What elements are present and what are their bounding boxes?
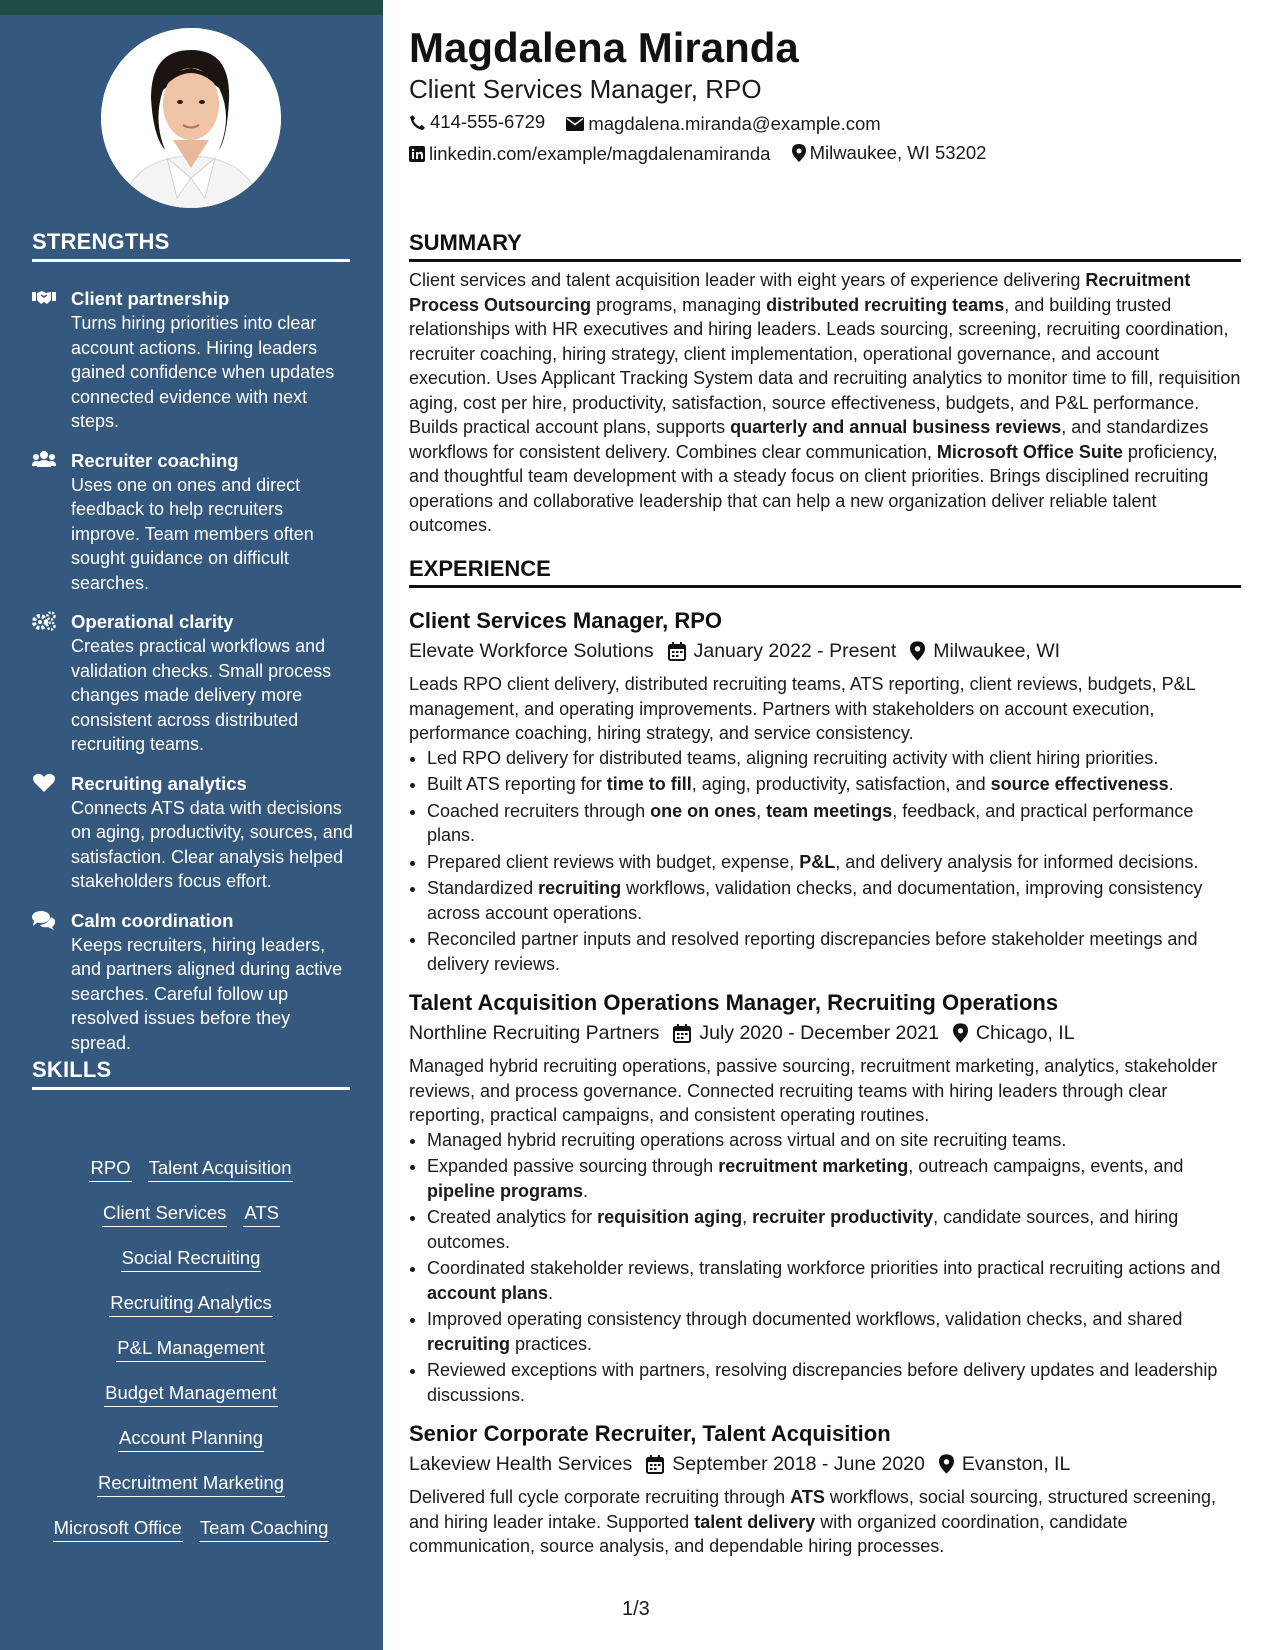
bold-text: one on ones: [650, 800, 757, 821]
bold-text: recruiter productivity: [752, 1207, 934, 1227]
job-meta: [409, 1018, 1241, 1048]
skill-tag: Talent Acquisition: [148, 1155, 293, 1182]
strength-title: Client partnership: [71, 288, 230, 309]
users-icon: [32, 450, 56, 470]
job-description: Managed hybrid recruiting operations, passive sourcing, recruitment marketing, analytics, stakeholder reviews, and process governance. Connected recruiting teams with hiring leaders through clear reporting, practical campaigns, and consistent operating routines.: [409, 1056, 1218, 1125]
calendar-icon: [646, 1455, 664, 1474]
strength-item: [32, 772, 354, 894]
strength-title: Recruiter coaching: [71, 449, 239, 471]
text-run: , feedback, and practical performance plans.: [427, 800, 1194, 845]
company-text: Elevate Workforce Solutions: [409, 640, 654, 662]
text-run: Coordinated stakeholder reviews, translating workforce priorities into practical recruiting actions and: [427, 1258, 1221, 1278]
page-number: 1/3: [622, 1598, 650, 1620]
linkedin-item: [409, 143, 770, 165]
text-run: Coached recruiters through: [427, 800, 651, 821]
skill-tag: Social Recruiting: [121, 1245, 262, 1272]
bullet-item: [427, 1205, 1241, 1254]
phone-text: 414-555-6729: [430, 111, 546, 132]
job-bullets: [409, 1128, 1241, 1408]
text-run: , candidate sources, and hiring outcomes.: [427, 1207, 1179, 1252]
bullet-item: [427, 1128, 1241, 1153]
text-run: .: [583, 1180, 589, 1201]
job-location: [953, 1018, 1075, 1048]
text-run: programs, managing: [591, 294, 767, 315]
text-run: , aging, productivity, satisfaction, and: [691, 774, 991, 794]
strength-item: [32, 449, 354, 596]
skill-tag: P&L Management: [116, 1335, 265, 1362]
skills-list: [32, 1155, 350, 1560]
job-title: Senior Corporate Recruiter, Talent Acquisition: [409, 1421, 891, 1446]
job-meta: [409, 636, 1241, 666]
job-location: [910, 636, 1060, 666]
text-run: workflows, validation checks, and documentation, improving consistency across account operations.: [427, 878, 1203, 923]
text-run: , and standardizes workflows for consistent delivery. Combines clear communication,: [409, 417, 1209, 462]
text-run: ,: [742, 1207, 753, 1227]
text-run: Delivered full cycle corporate recruiting through: [409, 1487, 791, 1507]
text-run: practices.: [510, 1333, 593, 1354]
location-text: Evanston, IL: [961, 1453, 1071, 1475]
job-dates: [668, 636, 897, 666]
text-run: Prepared client reviews with budget, expense,: [427, 851, 800, 872]
skill-row: [32, 1290, 350, 1335]
bold-text: P&L: [799, 851, 836, 872]
calendar-icon: [673, 1024, 691, 1043]
company-text: Northline Recruiting Partners: [409, 1022, 660, 1044]
comments-icon: [32, 910, 56, 930]
strength-item: [32, 610, 354, 757]
skill-row: [32, 1335, 350, 1380]
strength-title: Operational clarity: [71, 611, 234, 632]
experience-heading: EXPERIENCE: [409, 556, 1241, 588]
skill-tag: Recruiting Analytics: [109, 1290, 272, 1317]
bold-text: ATS: [790, 1487, 825, 1507]
bullet-item: [427, 876, 1241, 925]
map-pin-icon: [792, 144, 806, 162]
text-run: .: [548, 1282, 554, 1303]
skill-tag: RPO: [89, 1155, 131, 1182]
location-text: Milwaukee, WI 53202: [809, 142, 987, 163]
email-text: magdalena.miranda@example.com: [588, 112, 881, 134]
bold-text: requisition aging: [597, 1207, 743, 1227]
company-name: [409, 1018, 659, 1048]
text-run: with organized coordination, candidate communication, source analysis, and dependable hiring processes.: [409, 1511, 1128, 1556]
summary-heading: SUMMARY: [409, 230, 1241, 262]
bullet-item: [427, 746, 1241, 771]
location-text: Milwaukee, WI: [933, 640, 1061, 662]
bold-text: team meetings: [766, 800, 893, 821]
bullet-item: [427, 1358, 1241, 1407]
experience-list: [409, 606, 1241, 1571]
map-pin-icon: [910, 641, 925, 661]
bullet-item: [427, 1154, 1241, 1203]
bold-text: source effectiveness: [990, 774, 1169, 794]
contact-row-1: [409, 111, 897, 136]
bold-text: distributed recruiting teams: [766, 294, 1005, 315]
skill-tag: Recruitment Marketing: [97, 1470, 285, 1497]
sidebar: [0, 15, 383, 1650]
job-location: [939, 1449, 1070, 1479]
bold-text: pipeline programs: [427, 1180, 584, 1201]
bold-text: quarterly and annual business reviews: [730, 417, 1062, 437]
bold-text: Recruitment Process Outsourcing: [409, 270, 1191, 315]
skill-row: [32, 1245, 350, 1290]
email-item: [566, 113, 880, 135]
calendar-icon: [668, 642, 686, 661]
job-description: [409, 1485, 1241, 1559]
company-text: Lakeview Health Services: [409, 1453, 633, 1475]
linkedin-text: linkedin.com/example/magdalenamiranda: [429, 143, 771, 164]
text-run: Standardized: [427, 878, 539, 898]
strength-title: Recruiting analytics: [71, 772, 247, 794]
skill-tag: Microsoft Office: [53, 1515, 183, 1542]
strengths-heading: STRENGTHS: [32, 229, 350, 262]
handshake-icon: [32, 288, 56, 308]
bold-text: talent delivery: [694, 1511, 816, 1532]
job-dates: [646, 1449, 925, 1479]
dates-text: January 2022 - Present: [693, 640, 897, 662]
company-name: [409, 636, 654, 666]
skill-row: [32, 1515, 350, 1560]
bold-text: account plans: [427, 1282, 549, 1303]
strength-text: Creates practical workflows and validation checks. Small process changes made delivery more consistent across distributed recruiting teams.: [71, 636, 332, 754]
text-run: Created analytics for: [427, 1207, 598, 1227]
job-entry: [409, 606, 1241, 976]
text-run: .: [1168, 774, 1174, 794]
bold-text: Microsoft Office Suite: [936, 441, 1123, 462]
phone-item: [409, 111, 545, 133]
text-run: Managed hybrid recruiting operations across virtual and on site recruiting teams.: [427, 1129, 1067, 1150]
text-run: Client services and talent acquisition leader with eight years of experience delivering: [409, 270, 1086, 290]
strength-item: [32, 909, 354, 1056]
skill-tag: Budget Management: [104, 1380, 278, 1407]
strength-text: Connects ATS data with decisions on aging, productivity, sources, and satisfaction. Clear analysis helped stakeholders focus effort.: [71, 797, 353, 891]
skill-row: [32, 1425, 350, 1470]
phone-icon: [409, 114, 426, 131]
bullet-item: [427, 1256, 1241, 1305]
text-run: , and delivery analysis for informed decisions.: [835, 851, 1199, 872]
skill-row: [32, 1155, 350, 1200]
skill-tag: Account Planning: [118, 1425, 264, 1452]
strength-title: Calm coordination: [71, 909, 234, 931]
text-run: workflows, social sourcing, structured screening, and hiring leader intake. Supported: [409, 1487, 1217, 1532]
bullet-item: [427, 1307, 1241, 1356]
company-name: [409, 1449, 632, 1479]
heart-icon: [32, 773, 56, 793]
text-run: Reviewed exceptions with partners, resolving discrepancies before delivery updates and leadership discussions.: [427, 1360, 1218, 1405]
candidate-title: Client Services Manager, RPO: [409, 74, 762, 104]
strength-item: [32, 287, 354, 434]
text-run: ,: [756, 800, 767, 821]
bold-text: recruiting: [427, 1333, 511, 1354]
bullet-item: [427, 772, 1241, 797]
top-accent-bar: [0, 0, 383, 15]
job-entry: [409, 988, 1241, 1407]
job-dates: [673, 1018, 939, 1048]
strength-text: Keeps recruiters, hiring leaders, and partners aligned during active searches. Careful follow up resolved issues before they spread.: [71, 934, 343, 1053]
strength-text: Turns hiring priorities into clear account actions. Hiring leaders gained confidence when updates connected evidence with next steps.: [71, 313, 335, 431]
text-run: , and building trusted relationships with HR executives and hiring leaders. Leads sourcing, screening, recruiting coordination, recruiter coaching, hiring strategy, client implementation, operational governance, and account execution. Uses Applicant Tracking System data and recruiting analytics to monitor time to fill, requisition aging, cost per hire, productivity, satisfaction, source effectiveness, budgets, and P&L performance. Builds practical account plans, supports: [409, 294, 1241, 437]
text-run: Expanded passive sourcing through: [427, 1156, 719, 1176]
summary-text: [409, 268, 1241, 538]
job-meta: [409, 1449, 1241, 1479]
text-run: Built ATS reporting for: [427, 774, 607, 794]
text-run: Improved operating consistency through documented workflows, validation checks, and shared: [427, 1309, 1183, 1329]
strength-text: Uses one on ones and direct feedback to help recruiters improve. Team members often sought guidance on difficult searches.: [71, 474, 314, 593]
contact-row-2: [409, 142, 1002, 167]
skill-row: [32, 1470, 350, 1515]
skill-tag: ATS: [243, 1200, 280, 1227]
dates-text: July 2020 - December 2021: [699, 1022, 939, 1044]
bullet-item: [427, 799, 1241, 848]
skills-heading: SKILLS: [32, 1057, 350, 1090]
strengths-list: [32, 287, 354, 1070]
envelope-icon: [566, 117, 584, 131]
map-pin-icon: [939, 1454, 954, 1474]
bold-text: recruiting: [538, 878, 622, 898]
text-run: Led RPO delivery for distributed teams, aligning recruiting activity with client hiring priorities.: [427, 747, 1159, 768]
job-bullets: [409, 746, 1241, 977]
skill-row: [32, 1200, 350, 1245]
skill-tag: Client Services: [102, 1200, 227, 1227]
map-pin-icon: [953, 1023, 968, 1043]
candidate-name: Magdalena Miranda: [409, 24, 799, 71]
bold-text: recruitment marketing: [718, 1156, 909, 1176]
skill-tag: Team Coaching: [199, 1515, 330, 1542]
job-title: Talent Acquisition Operations Manager, Recruiting Operations: [409, 990, 1059, 1015]
bullet-item: [427, 927, 1241, 976]
skill-row: [32, 1380, 350, 1425]
linkedin-icon: [409, 146, 425, 162]
job-title: Client Services Manager, RPO: [409, 608, 723, 633]
profile-photo: [101, 28, 281, 208]
job-description: Leads RPO client delivery, distributed recruiting teams, ATS reporting, client reviews, budgets, P&L management, and operating improvements. Partners with stakeholders on account execution, performance coaching, hiring strategy, and service consistency.: [409, 674, 1196, 743]
gears-icon: [32, 611, 56, 631]
text-run: , outreach campaigns, events, and: [908, 1156, 1184, 1176]
bold-text: time to fill: [606, 774, 692, 794]
bullet-item: [427, 850, 1241, 875]
location-text: Chicago, IL: [975, 1022, 1075, 1044]
text-run: proficiency, and thoughtful team development with a steady focus on client priorities. Brings disciplined recruiting operations and collaborative leadership that can help a new organization deliver reliable talent outcomes.: [409, 441, 1218, 535]
dates-text: September 2018 - June 2020: [672, 1453, 925, 1475]
job-entry: [409, 1419, 1241, 1559]
text-run: Reconciled partner inputs and resolved reporting discrepancies before stakeholder meetings and delivery reviews.: [427, 929, 1198, 974]
location-item: [792, 142, 987, 164]
